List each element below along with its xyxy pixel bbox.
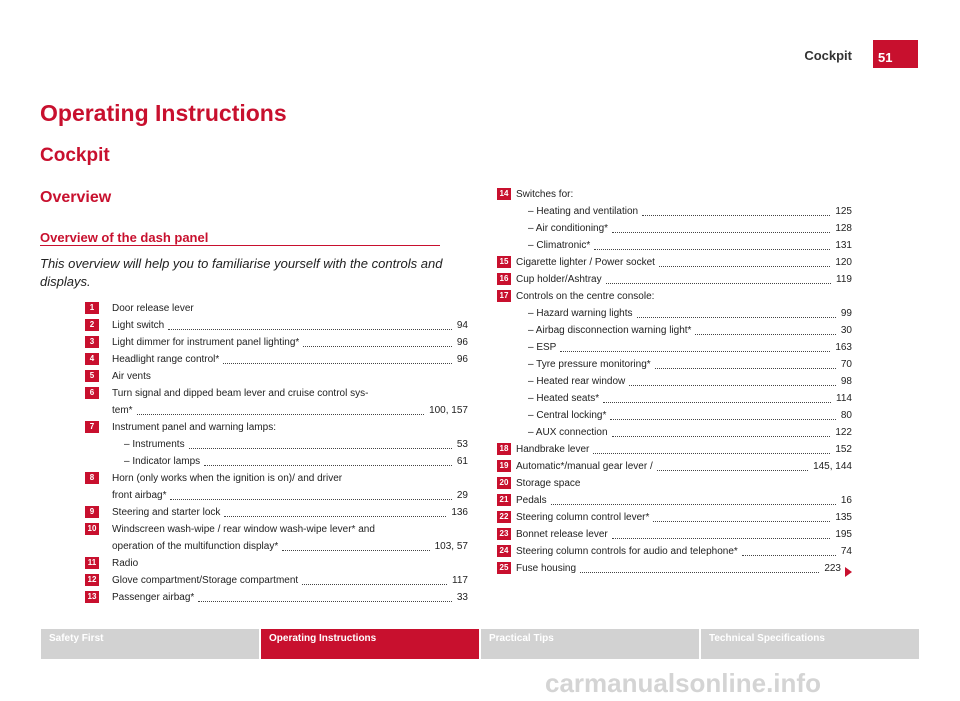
toc-entry-text: – Central locking* <box>528 407 606 424</box>
item-number-badge: 7 <box>85 421 99 433</box>
dot-leader <box>593 453 830 454</box>
toc-entry <box>516 407 852 424</box>
toc-page-ref[interactable]: 117 <box>452 575 468 586</box>
toc-page-ref[interactable]: 70 <box>840 359 852 370</box>
toc-entry-text: Cup holder/Ashtray <box>516 274 602 285</box>
dot-leader <box>655 368 836 369</box>
toc-entry-text: – Heated seats* <box>528 390 599 407</box>
heading-rule <box>40 245 440 246</box>
dot-leader <box>612 232 830 233</box>
dot-leader <box>189 448 452 449</box>
toc-page-ref[interactable]: 29 <box>456 490 468 501</box>
toc-page-ref[interactable]: 103, 57 <box>434 541 468 552</box>
continue-arrow-icon <box>845 567 852 577</box>
toc-entry-text: front airbag* <box>112 490 167 501</box>
dot-leader <box>629 385 836 386</box>
toc-page-ref[interactable]: 163 <box>835 342 852 353</box>
toc-entry-text: Switches for: <box>516 189 574 200</box>
dot-leader <box>612 436 831 437</box>
toc-page-ref[interactable]: 145, 144 <box>813 461 852 472</box>
toc-entry <box>89 504 468 521</box>
watermark: carmanualsonline.info <box>545 668 821 698</box>
item-number-badge: 21 <box>497 494 511 506</box>
toc-page-ref[interactable]: 80 <box>840 410 852 421</box>
dot-leader <box>560 351 830 352</box>
item-number-badge: 12 <box>85 574 99 586</box>
dot-leader <box>612 538 831 539</box>
toc-entry <box>112 436 468 453</box>
toc-entry <box>499 543 852 560</box>
dot-leader <box>198 601 452 602</box>
toc-entry-text: Steering column control lever* <box>516 512 650 523</box>
dot-leader <box>637 317 836 318</box>
toc-entry-text: – ESP <box>528 339 556 356</box>
toc-entry <box>87 589 468 606</box>
chapter-tab[interactable]: Practical Tips <box>481 629 699 659</box>
toc-entry-text: Cigarette lighter / Power socket <box>516 257 655 268</box>
toc-entry <box>112 453 468 470</box>
toc-entry <box>89 317 468 334</box>
toc-entry-text: – Air conditioning* <box>528 220 608 237</box>
toc-entry-text: – Instruments <box>124 436 185 453</box>
toc-left-column <box>87 300 468 606</box>
toc-entry <box>499 475 852 492</box>
toc-page-ref[interactable]: 223 <box>824 563 841 574</box>
toc-entry <box>516 220 852 237</box>
toc-page-ref[interactable]: 135 <box>835 512 852 523</box>
dot-leader <box>642 215 830 216</box>
item-number-badge: 4 <box>85 353 99 365</box>
toc-page-ref[interactable]: 125 <box>835 206 852 217</box>
intro-text: This overview will help you to familiarise yourself with the controls and displays. <box>40 256 443 289</box>
toc-page-ref[interactable]: 131 <box>835 240 852 251</box>
dot-leader <box>610 419 835 420</box>
toc-entry <box>89 385 468 419</box>
item-number-badge: 19 <box>497 460 511 472</box>
toc-entry-text: Radio <box>112 558 139 569</box>
toc-entry <box>516 203 852 220</box>
item-number-badge: 8 <box>85 472 99 484</box>
toc-entry <box>516 322 852 339</box>
toc-entry <box>89 470 468 504</box>
toc-entry <box>516 390 852 407</box>
toc-entry-text: Handbrake lever <box>516 444 590 455</box>
dot-leader <box>170 499 451 500</box>
dot-leader <box>659 266 830 267</box>
toc-page-ref[interactable]: 120 <box>835 257 852 268</box>
dot-leader <box>168 329 452 330</box>
toc-page-ref[interactable]: 33 <box>456 592 468 603</box>
dot-leader <box>742 555 836 556</box>
toc-entry <box>89 368 468 385</box>
item-number-badge: 16 <box>497 273 511 285</box>
item-number-badge: 22 <box>497 511 511 523</box>
toc-entry-text: Fuse housing <box>516 563 577 574</box>
dot-leader <box>580 572 819 573</box>
dot-leader <box>282 550 429 551</box>
toc-entry <box>516 373 852 390</box>
toc-entry <box>89 419 468 436</box>
item-number-badge: 20 <box>497 477 511 489</box>
dot-leader <box>137 414 425 415</box>
toc-page-ref[interactable]: 53 <box>456 439 468 450</box>
toc-entry <box>516 356 852 373</box>
toc-page-ref[interactable]: 98 <box>840 376 852 387</box>
toc-entry-text: Controls on the centre console: <box>516 291 655 302</box>
toc-entry-text: – Airbag disconnection warning light* <box>528 322 691 339</box>
chapter-heading: Cockpit <box>40 145 110 166</box>
toc-page-ref[interactable]: 195 <box>835 529 852 540</box>
dot-leader <box>657 470 808 471</box>
toc-entry-text: Headlight range control* <box>112 354 220 365</box>
toc-entry-text: – Tyre pressure monitoring* <box>528 356 651 373</box>
toc-entry <box>87 555 468 572</box>
dot-leader <box>606 283 831 284</box>
main-heading: Operating Instructions <box>40 100 287 126</box>
toc-entry-text: Air vents <box>112 371 151 382</box>
toc-entry <box>499 526 852 543</box>
toc-entry-text: Pedals <box>516 495 547 506</box>
toc-entry-text: Storage space <box>516 478 581 489</box>
chapter-tab[interactable]: Technical Specifications <box>701 629 919 659</box>
toc-entry <box>89 300 468 317</box>
toc-entry <box>499 441 852 458</box>
toc-entry-text: – Climatronic* <box>528 237 590 254</box>
dot-leader <box>204 465 452 466</box>
item-number-badge: 23 <box>497 528 511 540</box>
item-number-badge: 9 <box>85 506 99 518</box>
dot-leader <box>224 516 446 517</box>
dot-leader <box>302 584 447 585</box>
dot-leader <box>695 334 835 335</box>
toc-page-ref[interactable]: 114 <box>836 393 852 404</box>
toc-entry-text: Light dimmer for instrument panel lighting* <box>112 337 300 348</box>
toc-entry <box>516 424 852 441</box>
toc-entry-text-line: Windscreen wash-wipe / rear window wash-wipe lever* and <box>112 524 375 535</box>
page-number-badge: 51 <box>873 40 918 68</box>
item-number-badge: 3 <box>85 336 99 348</box>
toc-entry <box>516 237 852 254</box>
toc-entry-text: Automatic*/manual gear lever / <box>516 461 653 472</box>
toc-entry-text-line: Horn (only works when the ignition is on)/ and driver <box>112 473 343 484</box>
toc-right-column <box>499 186 852 577</box>
item-number-badge: 6 <box>85 387 99 399</box>
item-number-badge: 5 <box>85 370 99 382</box>
toc-page-ref[interactable]: 119 <box>836 274 852 285</box>
toc-page-ref[interactable]: 122 <box>835 427 852 438</box>
toc-entry-text: – Heated rear window <box>528 373 625 390</box>
toc-page-ref[interactable]: 99 <box>840 308 852 319</box>
toc-page-ref[interactable]: 100, 157 <box>429 405 468 416</box>
toc-entry-text: Light switch <box>112 320 165 331</box>
toc-page-ref[interactable]: 96 <box>456 337 468 348</box>
running-header-title: Cockpit <box>804 48 852 63</box>
dot-leader <box>653 521 830 522</box>
toc-entry-text: Steering and starter lock <box>112 507 221 518</box>
item-number-badge: 25 <box>497 562 511 574</box>
toc-entry <box>499 288 852 305</box>
item-number-badge: 10 <box>85 523 99 535</box>
dot-leader <box>551 504 836 505</box>
chapter-tab[interactable]: Safety First <box>41 629 259 659</box>
item-number-badge: 2 <box>85 319 99 331</box>
item-number-badge: 13 <box>85 591 99 603</box>
toc-page-ref[interactable]: 152 <box>835 444 852 455</box>
toc-entry-text: Steering column controls for audio and telephone* <box>516 546 738 557</box>
toc-entry-text: – Hazard warning lights <box>528 305 633 322</box>
toc-entry-text: Door release lever <box>112 303 194 314</box>
toc-entry <box>499 458 852 475</box>
toc-entry-text: Instrument panel and warning lamps: <box>112 422 276 433</box>
toc-page-ref[interactable]: 30 <box>840 325 852 336</box>
toc-page-ref[interactable]: 61 <box>456 456 468 467</box>
toc-page-ref[interactable]: 136 <box>451 507 468 518</box>
toc-entry-text-line: Turn signal and dipped beam lever and cruise control sys- <box>112 388 369 399</box>
toc-entry <box>87 572 468 589</box>
toc-entry <box>499 509 852 526</box>
toc-entry-text: operation of the multifunction display* <box>112 541 279 552</box>
toc-entry-text: – AUX connection <box>528 424 608 441</box>
item-number-badge: 11 <box>85 557 99 569</box>
dot-leader <box>594 249 830 250</box>
toc-entry-text: Bonnet release lever <box>516 529 608 540</box>
toc-entry <box>89 334 468 351</box>
toc-entry-text: Glove compartment/Storage compartment <box>112 575 299 586</box>
toc-page-ref[interactable]: 16 <box>840 495 852 506</box>
toc-entry-text: – Indicator lamps <box>124 453 200 470</box>
toc-entry <box>499 492 852 509</box>
subsection-heading: Overview of the dash panel <box>40 230 209 245</box>
item-number-badge: 18 <box>497 443 511 455</box>
toc-page-ref[interactable]: 96 <box>456 354 468 365</box>
dot-leader <box>223 363 452 364</box>
item-number-badge: 1 <box>85 302 99 314</box>
toc-entry <box>87 521 468 555</box>
toc-entry-text: Passenger airbag* <box>112 592 195 603</box>
toc-entry <box>499 186 852 203</box>
toc-entry <box>499 254 852 271</box>
dot-leader <box>603 402 831 403</box>
toc-page-ref[interactable]: 128 <box>835 223 852 234</box>
toc-entry <box>499 271 852 288</box>
item-number-badge: 14 <box>497 188 511 200</box>
item-number-badge: 15 <box>497 256 511 268</box>
item-number-badge: 17 <box>497 290 511 302</box>
toc-entry <box>516 339 852 356</box>
toc-entry <box>499 560 852 577</box>
toc-entry-text: – Heating and ventilation <box>528 203 638 220</box>
item-number-badge: 24 <box>497 545 511 557</box>
dot-leader <box>303 346 452 347</box>
toc-page-ref[interactable]: 74 <box>840 546 852 557</box>
toc-entry-text: tem* <box>112 405 133 416</box>
toc-entry <box>516 305 852 322</box>
chapter-tab[interactable]: Operating Instructions <box>261 629 479 659</box>
section-heading: Overview <box>40 189 112 206</box>
chapter-tabs <box>41 629 919 659</box>
toc-page-ref[interactable]: 94 <box>456 320 468 331</box>
toc-entry <box>89 351 468 368</box>
